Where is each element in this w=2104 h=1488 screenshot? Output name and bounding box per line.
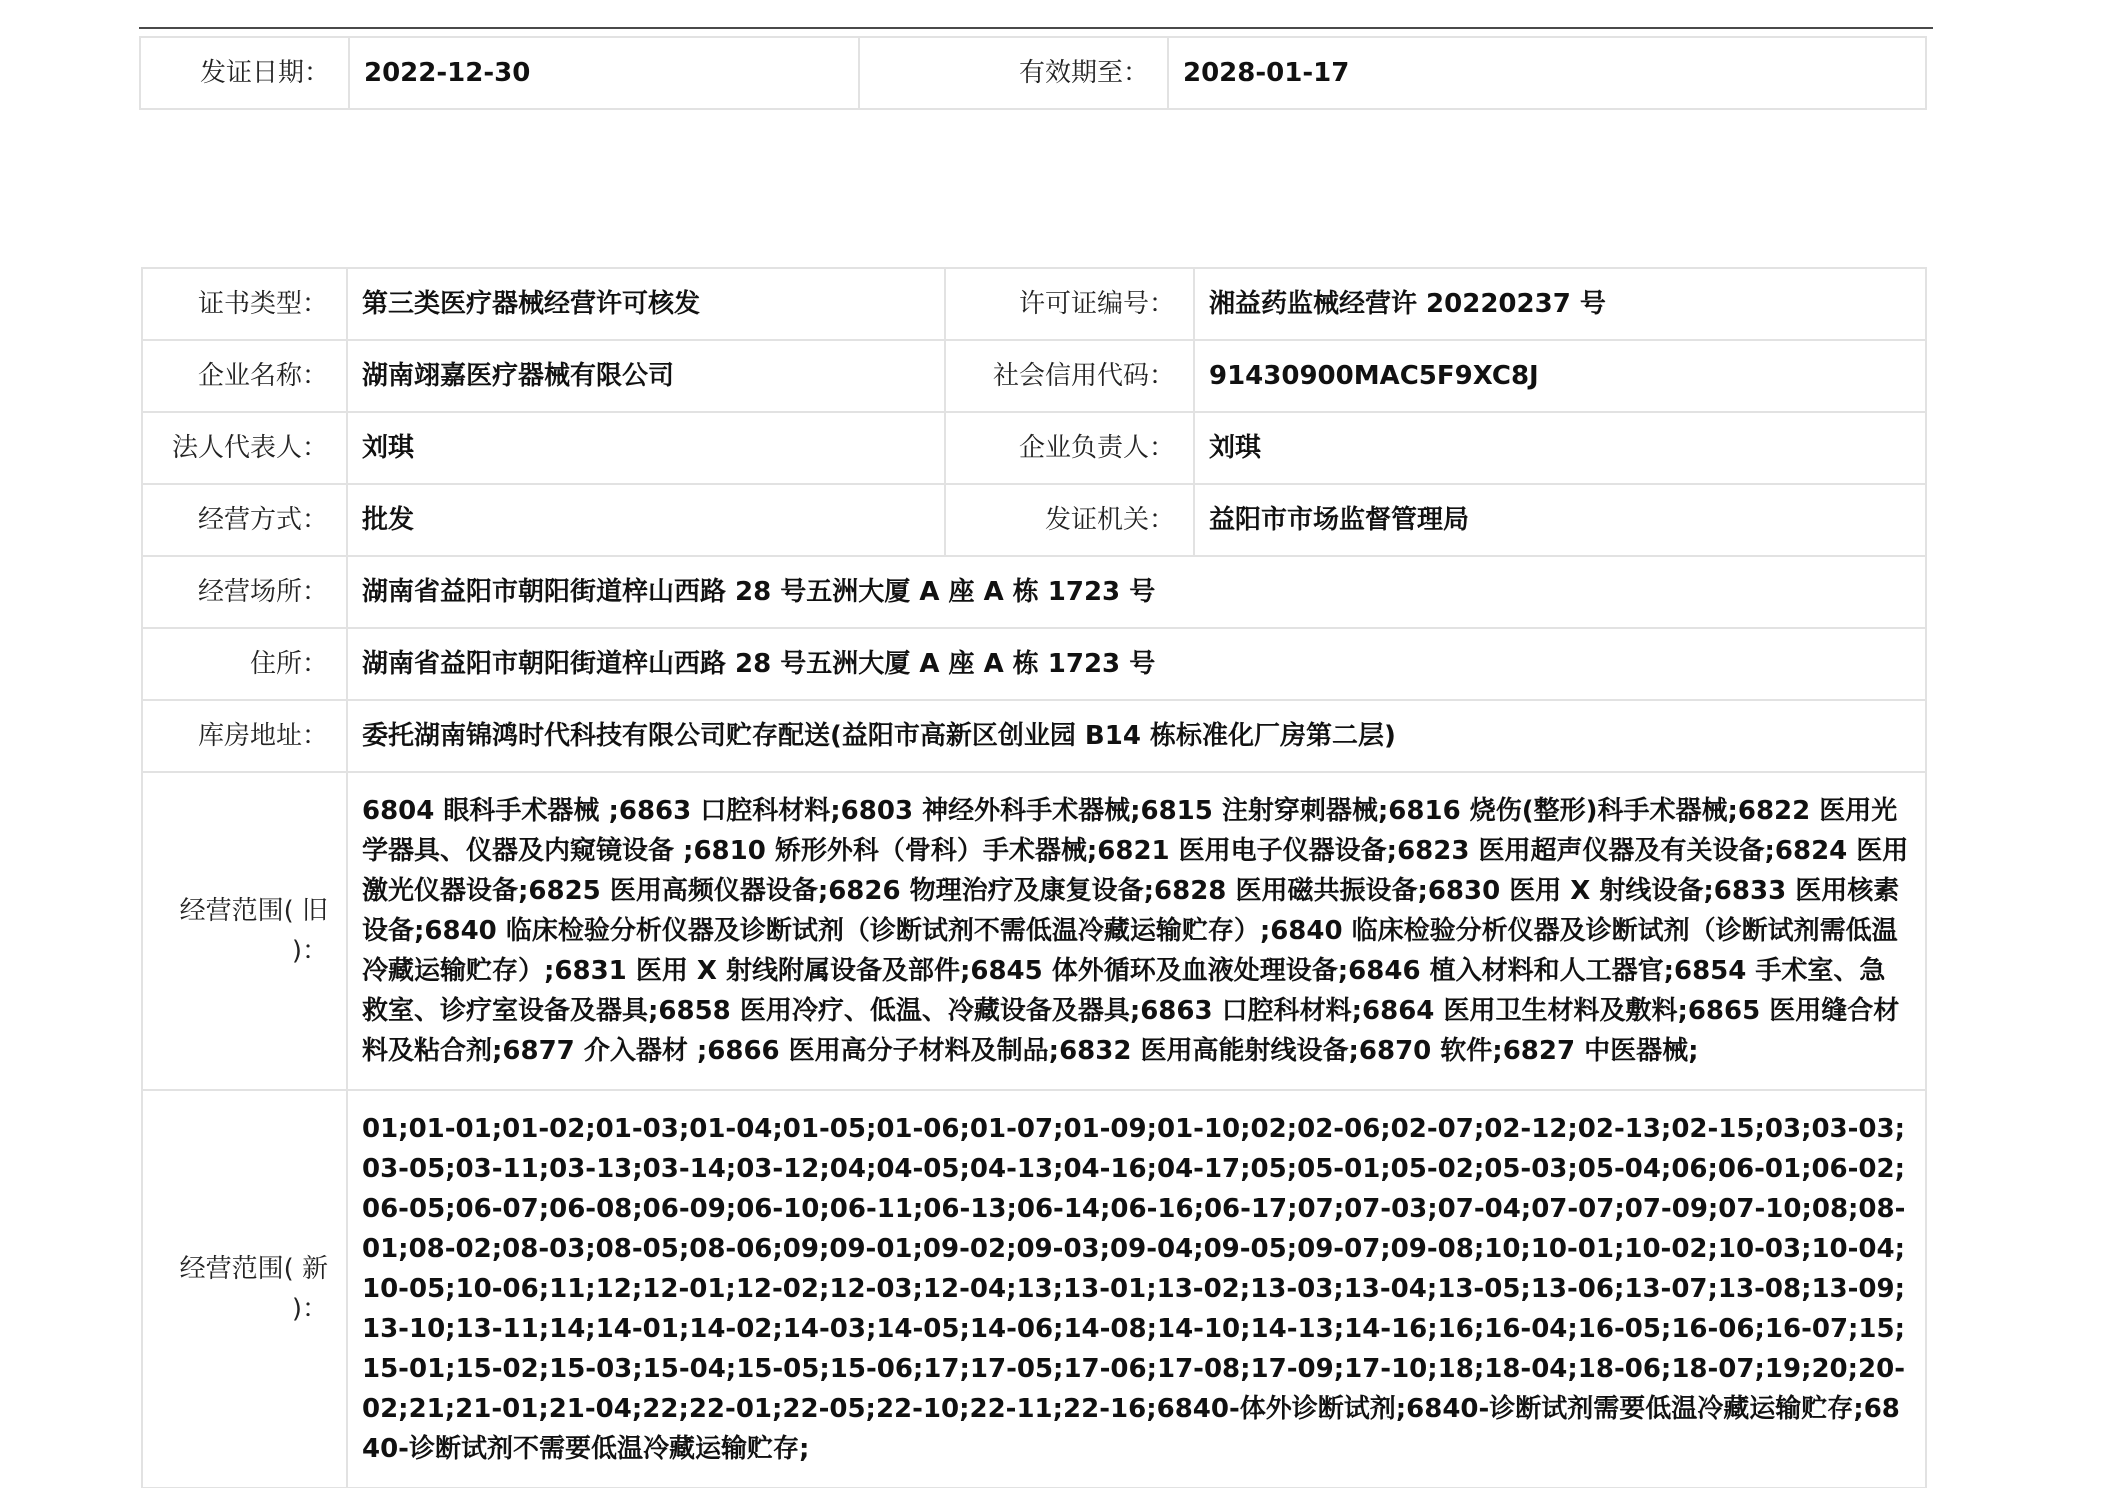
residence-value: 湖南省益阳市朝阳街道梓山西路 28 号五洲大厦 A 座 A 栋 1723 号 (347, 628, 1926, 700)
residence-row (142, 628, 1926, 700)
company-name-label: 企业名称： (142, 340, 347, 412)
representative-row (142, 412, 1926, 484)
legal-rep-value: 刘琪 (347, 412, 945, 484)
valid-until-value: 2028-01-17 (1168, 37, 1926, 109)
validity-row (140, 37, 1926, 109)
scope-old-row (142, 772, 1926, 1090)
legal-rep-label: 法人代表人： (142, 412, 347, 484)
warehouse-row (142, 700, 1926, 772)
scope-old-value: 6804 眼科手术器械 ;6863 口腔科材料;6803 神经外科手术器械;6815 注射穿刺器械;6816 烧伤(整形)科手术器械;6822 医用光学器具、仪器及内窥镜设备 ;6810 矫形外科（骨科）手术器械;6821 医用电子仪器设备;6823 医用超声仪器及有关设备;6824 医用激光仪器设备;6825 医用高频仪器设备;6826 物理治疗及康复设备;6828 医用磁共振设备;6830 医用 X 射线设备;6833 医用核素设备;6840 临床检验分析仪器及诊断试剂（诊断试剂不需低温冷藏运输贮存）;6840 临床检验分析仪器及诊断试剂（诊断试剂需低温冷藏运输贮存）;6831 医用 X 射线附属设备及部件;6845 体外循环及血液处理设备;6846 植入材料和人工器官;6854 手术室、急救室、诊疗室设备及器具;6858 医用冷疗、低温、冷藏设备及器具;6863 口腔科材料;6864 医用卫生材料及敷料;6865 医用缝合材料及粘合剂;6877 介入器材 ;6866 医用高分子材料及制品;6832 医用高能射线设备;6870 软件;6827 中医器械; (347, 772, 1926, 1090)
credit-code-value: 91430900MAC5F9XC8J (1194, 340, 1926, 412)
issue-date-value: 2022-12-30 (349, 37, 859, 109)
mode-authority-row (142, 484, 1926, 556)
top-divider (139, 27, 1933, 29)
issue-date-label: 发证日期： (140, 37, 349, 109)
license-no-value: 湘益药监械经营许 20220237 号 (1194, 268, 1926, 340)
residence-label: 住所： (142, 628, 347, 700)
cert-type-row (142, 268, 1926, 340)
business-premises-value: 湖南省益阳市朝阳街道梓山西路 28 号五洲大厦 A 座 A 栋 1723 号 (347, 556, 1926, 628)
warehouse-value: 委托湖南锦鸿时代科技有限公司贮存配送(益阳市高新区创业园 B14 栋标准化厂房第二层) (347, 700, 1926, 772)
cert-type-value: 第三类医疗器械经营许可核发 (347, 268, 945, 340)
license-table (141, 267, 1927, 1488)
manager-label: 企业负责人： (945, 412, 1194, 484)
warehouse-label: 库房地址： (142, 700, 347, 772)
business-mode-value: 批发 (347, 484, 945, 556)
business-premises-label: 经营场所： (142, 556, 347, 628)
scope-new-label: 经营范围( 新 )： (142, 1090, 347, 1488)
manager-value: 刘琪 (1194, 412, 1926, 484)
validity-table (139, 36, 1927, 110)
scope-new-row (142, 1090, 1926, 1488)
license-no-label: 许可证编号： (945, 268, 1194, 340)
issuing-authority-value: 益阳市市场监督管理局 (1194, 484, 1926, 556)
business-mode-label: 经营方式： (142, 484, 347, 556)
credit-code-label: 社会信用代码： (945, 340, 1194, 412)
company-name-value: 湖南翊嘉医疗器械有限公司 (347, 340, 945, 412)
issuing-authority-label: 发证机关： (945, 484, 1194, 556)
cert-type-label: 证书类型： (142, 268, 347, 340)
company-row (142, 340, 1926, 412)
scope-new-value: 01;01-01;01-02;01-03;01-04;01-05;01-06;01-07;01-09;01-10;02;02-06;02-07;02-12;02-13;02-15;03;03-03;03-05;03-11;03-13;03-14;03-12;04;04-05;04-13;04-16;04-17;05;05-01;05-02;05-03;05-04;06;06-01;06-02;06-05;06-07;06-08;06-09;06-10;06-11;06-13;06-14;06-16;06-17;07;07-03;07-04;07-07;07-09;07-10;08;08-01;08-02;08-03;08-05;08-06;09;09-01;09-02;09-03;09-04;09-05;09-07;09-08;10;10-01;10-02;10-03;10-04;10-05;10-06;11;12;12-01;12-02;12-03;12-04;13;13-01;13-02;13-03;13-04;13-05;13-06;13-07;13-08;13-09;13-10;13-11;14;14-01;14-02;14-03;14-05;14-06;14-08;14-10;14-13;14-16;16;16-04;16-05;16-06;16-07;15;15-01;15-02;15-03;15-04;15-05;15-06;17;17-05;17-06;17-08;17-09;17-10;18;18-04;18-06;18-07;19;20;20-02;21;21-01;21-04;22;22-01;22-05;22-10;22-11;22-16;6840-体外诊断试剂;6840-诊断试剂需要低温冷藏运输贮存;6840-诊断试剂不需要低温冷藏运输贮存; (347, 1090, 1926, 1488)
premises-row (142, 556, 1926, 628)
scope-old-label: 经营范围( 旧 )： (142, 772, 347, 1090)
valid-until-label: 有效期至： (859, 37, 1168, 109)
